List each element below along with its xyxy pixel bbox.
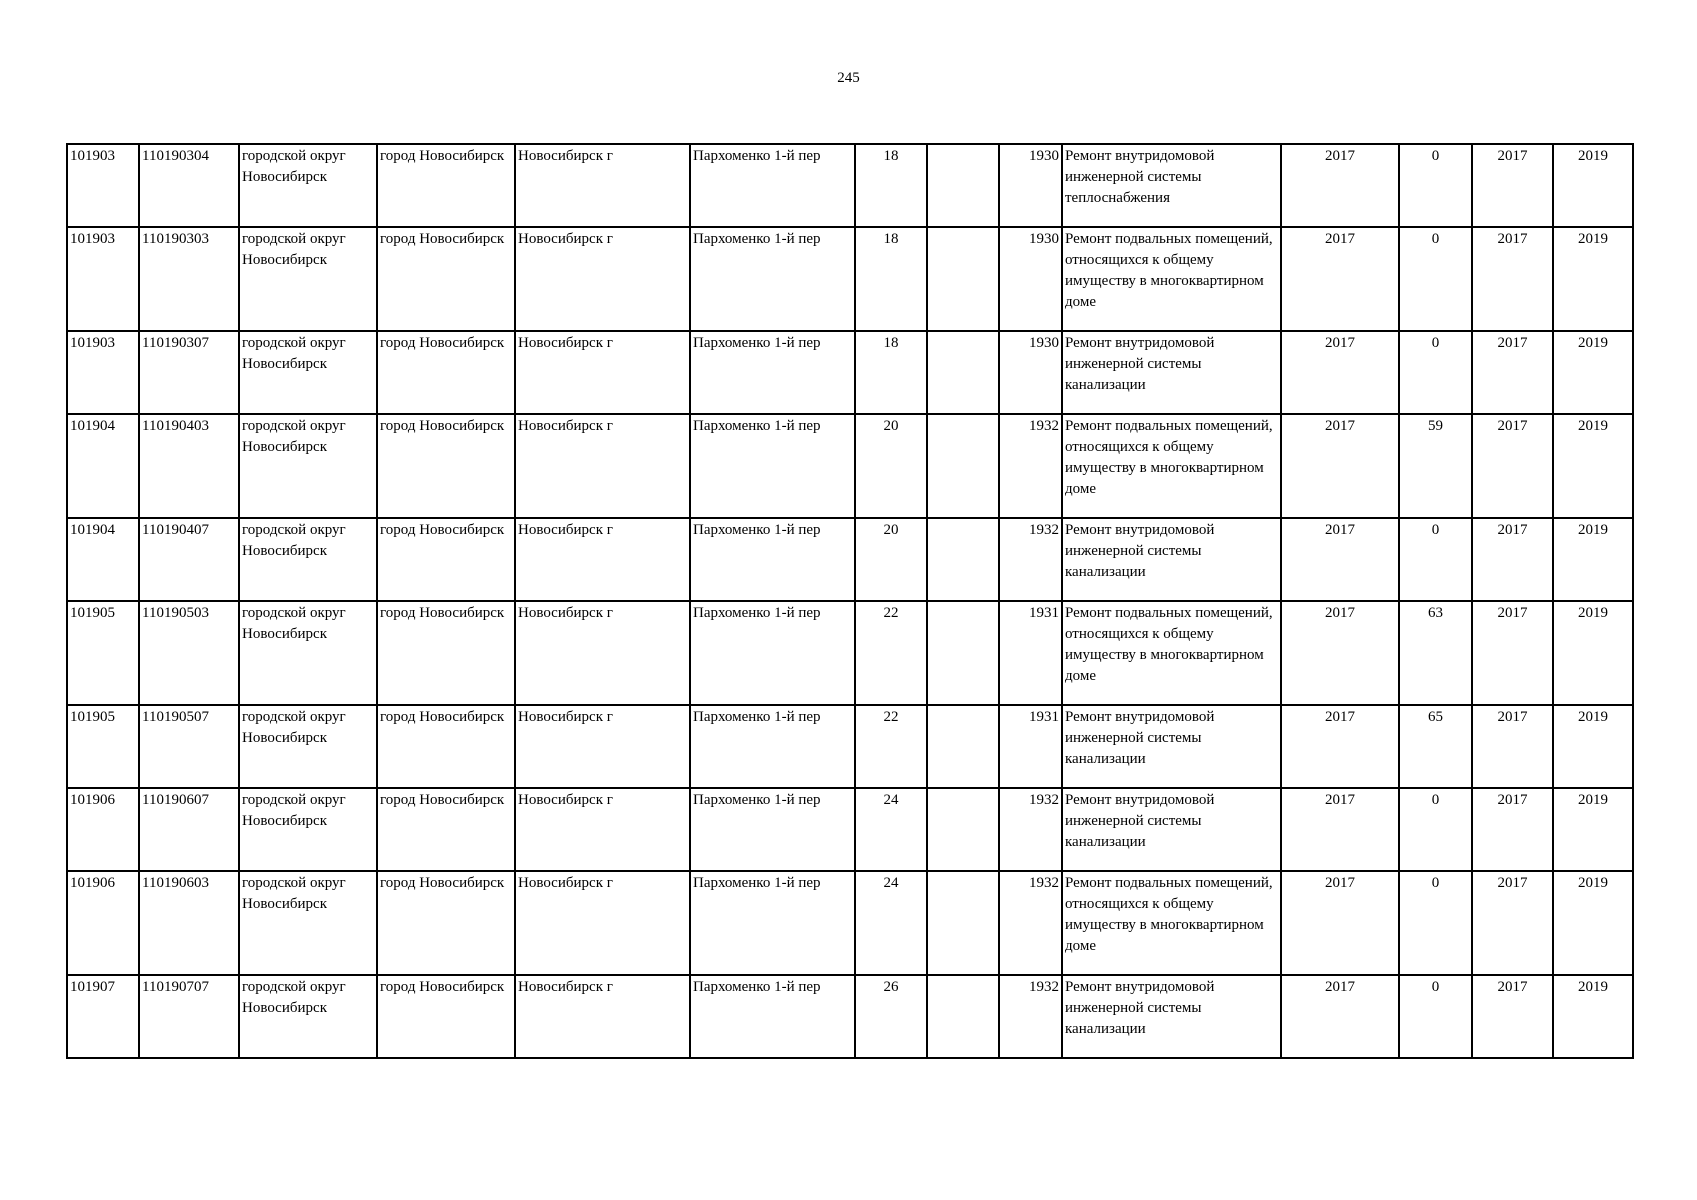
house-number: 18 xyxy=(855,227,927,331)
build-year: 1931 xyxy=(999,705,1062,788)
building-number xyxy=(927,975,999,1058)
year-value: 2017 xyxy=(1281,144,1399,227)
street: Пархоменко 1-й пер xyxy=(690,871,855,975)
row-id: 101904 xyxy=(67,414,139,518)
settlement: город Новосибирск xyxy=(377,601,515,705)
table-body xyxy=(67,144,1633,1058)
page-number: 245 xyxy=(837,70,860,86)
table-row xyxy=(67,601,1633,705)
table-row xyxy=(67,331,1633,414)
municipality: городской округ Новосибирск xyxy=(239,788,377,871)
settlement: город Новосибирск xyxy=(377,871,515,975)
build-year: 1932 xyxy=(999,518,1062,601)
building-number xyxy=(927,601,999,705)
year-value: 2017 xyxy=(1281,788,1399,871)
end-year: 2019 xyxy=(1553,871,1633,975)
table-row xyxy=(67,518,1633,601)
year-value: 2017 xyxy=(1281,414,1399,518)
municipality: городской округ Новосибирск xyxy=(239,144,377,227)
start-year: 2017 xyxy=(1472,144,1553,227)
house-number: 18 xyxy=(855,331,927,414)
value: 0 xyxy=(1399,871,1472,975)
locality: Новосибирск г xyxy=(515,788,690,871)
settlement: город Новосибирск xyxy=(377,518,515,601)
build-year: 1930 xyxy=(999,144,1062,227)
settlement: город Новосибирск xyxy=(377,144,515,227)
year-value: 2017 xyxy=(1281,331,1399,414)
work-type: Ремонт внутридомовой инженерной системы теплоснабжения xyxy=(1062,144,1281,227)
build-year: 1932 xyxy=(999,414,1062,518)
work-code: 110190403 xyxy=(139,414,239,518)
build-year: 1930 xyxy=(999,227,1062,331)
house-number: 22 xyxy=(855,601,927,705)
street: Пархоменко 1-й пер xyxy=(690,414,855,518)
settlement: город Новосибирск xyxy=(377,788,515,871)
table-row xyxy=(67,144,1633,227)
work-type: Ремонт подвальных помещений, относящихся к общему имуществу в многоквартирном доме xyxy=(1062,227,1281,331)
municipality: городской округ Новосибирск xyxy=(239,975,377,1058)
build-year: 1932 xyxy=(999,975,1062,1058)
municipality: городской округ Новосибирск xyxy=(239,705,377,788)
house-number: 20 xyxy=(855,518,927,601)
settlement: город Новосибирск xyxy=(377,331,515,414)
start-year: 2017 xyxy=(1472,975,1553,1058)
municipality: городской округ Новосибирск xyxy=(239,414,377,518)
end-year: 2019 xyxy=(1553,331,1633,414)
municipality: городской округ Новосибирск xyxy=(239,518,377,601)
work-code: 110190707 xyxy=(139,975,239,1058)
house-number: 24 xyxy=(855,788,927,871)
end-year: 2019 xyxy=(1553,975,1633,1058)
municipality: городской округ Новосибирск xyxy=(239,331,377,414)
value: 0 xyxy=(1399,975,1472,1058)
table-row xyxy=(67,705,1633,788)
locality: Новосибирск г xyxy=(515,871,690,975)
year-value: 2017 xyxy=(1281,601,1399,705)
work-code: 110190507 xyxy=(139,705,239,788)
work-type: Ремонт внутридомовой инженерной системы канализации xyxy=(1062,518,1281,601)
street: Пархоменко 1-й пер xyxy=(690,518,855,601)
locality: Новосибирск г xyxy=(515,414,690,518)
building-number xyxy=(927,871,999,975)
value: 63 xyxy=(1399,601,1472,705)
end-year: 2019 xyxy=(1553,705,1633,788)
build-year: 1931 xyxy=(999,601,1062,705)
year-value: 2017 xyxy=(1281,518,1399,601)
house-number: 24 xyxy=(855,871,927,975)
municipality: городской округ Новосибирск xyxy=(239,871,377,975)
house-number: 26 xyxy=(855,975,927,1058)
row-id: 101904 xyxy=(67,518,139,601)
end-year: 2019 xyxy=(1553,144,1633,227)
work-type: Ремонт внутридомовой инженерной системы канализации xyxy=(1062,331,1281,414)
building-number xyxy=(927,331,999,414)
street: Пархоменко 1-й пер xyxy=(690,975,855,1058)
table-row xyxy=(67,788,1633,871)
work-code: 110190304 xyxy=(139,144,239,227)
start-year: 2017 xyxy=(1472,601,1553,705)
locality: Новосибирск г xyxy=(515,144,690,227)
end-year: 2019 xyxy=(1553,788,1633,871)
settlement: город Новосибирск xyxy=(377,975,515,1058)
work-code: 110190407 xyxy=(139,518,239,601)
locality: Новосибирск г xyxy=(515,518,690,601)
table-row xyxy=(67,871,1633,975)
house-number: 18 xyxy=(855,144,927,227)
locality: Новосибирск г xyxy=(515,705,690,788)
work-code: 110190503 xyxy=(139,601,239,705)
work-code: 110190603 xyxy=(139,871,239,975)
row-id: 101903 xyxy=(67,144,139,227)
street: Пархоменко 1-й пер xyxy=(690,705,855,788)
work-type: Ремонт внутридомовой инженерной системы канализации xyxy=(1062,705,1281,788)
street: Пархоменко 1-й пер xyxy=(690,227,855,331)
start-year: 2017 xyxy=(1472,705,1553,788)
register-table xyxy=(66,143,1634,1059)
value: 65 xyxy=(1399,705,1472,788)
house-number: 22 xyxy=(855,705,927,788)
build-year: 1930 xyxy=(999,331,1062,414)
locality: Новосибирск г xyxy=(515,975,690,1058)
work-type: Ремонт подвальных помещений, относящихся к общему имуществу в многоквартирном доме xyxy=(1062,871,1281,975)
row-id: 101905 xyxy=(67,601,139,705)
start-year: 2017 xyxy=(1472,227,1553,331)
start-year: 2017 xyxy=(1472,871,1553,975)
build-year: 1932 xyxy=(999,788,1062,871)
row-id: 101903 xyxy=(67,227,139,331)
settlement: город Новосибирск xyxy=(377,414,515,518)
start-year: 2017 xyxy=(1472,331,1553,414)
row-id: 101906 xyxy=(67,788,139,871)
house-number: 20 xyxy=(855,414,927,518)
work-code: 110190303 xyxy=(139,227,239,331)
building-number xyxy=(927,788,999,871)
year-value: 2017 xyxy=(1281,975,1399,1058)
value: 0 xyxy=(1399,518,1472,601)
work-type: Ремонт внутридомовой инженерной системы канализации xyxy=(1062,975,1281,1058)
building-number xyxy=(927,144,999,227)
street: Пархоменко 1-й пер xyxy=(690,601,855,705)
table-row xyxy=(67,975,1633,1058)
settlement: город Новосибирск xyxy=(377,227,515,331)
locality: Новосибирск г xyxy=(515,331,690,414)
value: 0 xyxy=(1399,227,1472,331)
settlement: город Новосибирск xyxy=(377,705,515,788)
table-row xyxy=(67,414,1633,518)
year-value: 2017 xyxy=(1281,871,1399,975)
work-type: Ремонт подвальных помещений, относящихся к общему имуществу в многоквартирном доме xyxy=(1062,601,1281,705)
work-code: 110190307 xyxy=(139,331,239,414)
street: Пархоменко 1-й пер xyxy=(690,331,855,414)
street: Пархоменко 1-й пер xyxy=(690,144,855,227)
locality: Новосибирск г xyxy=(515,601,690,705)
value: 0 xyxy=(1399,331,1472,414)
street: Пархоменко 1-й пер xyxy=(690,788,855,871)
start-year: 2017 xyxy=(1472,414,1553,518)
start-year: 2017 xyxy=(1472,788,1553,871)
build-year: 1932 xyxy=(999,871,1062,975)
building-number xyxy=(927,227,999,331)
row-id: 101903 xyxy=(67,331,139,414)
value: 59 xyxy=(1399,414,1472,518)
building-number xyxy=(927,414,999,518)
row-id: 101906 xyxy=(67,871,139,975)
end-year: 2019 xyxy=(1553,601,1633,705)
year-value: 2017 xyxy=(1281,705,1399,788)
municipality: городской округ Новосибирск xyxy=(239,227,377,331)
row-id: 101907 xyxy=(67,975,139,1058)
locality: Новосибирск г xyxy=(515,227,690,331)
end-year: 2019 xyxy=(1553,518,1633,601)
row-id: 101905 xyxy=(67,705,139,788)
work-type: Ремонт подвальных помещений, относящихся к общему имуществу в многоквартирном доме xyxy=(1062,414,1281,518)
year-value: 2017 xyxy=(1281,227,1399,331)
work-type: Ремонт внутридомовой инженерной системы канализации xyxy=(1062,788,1281,871)
building-number xyxy=(927,705,999,788)
start-year: 2017 xyxy=(1472,518,1553,601)
table-row xyxy=(67,227,1633,331)
value: 0 xyxy=(1399,788,1472,871)
value: 0 xyxy=(1399,144,1472,227)
municipality: городской округ Новосибирск xyxy=(239,601,377,705)
work-code: 110190607 xyxy=(139,788,239,871)
end-year: 2019 xyxy=(1553,227,1633,331)
building-number xyxy=(927,518,999,601)
end-year: 2019 xyxy=(1553,414,1633,518)
